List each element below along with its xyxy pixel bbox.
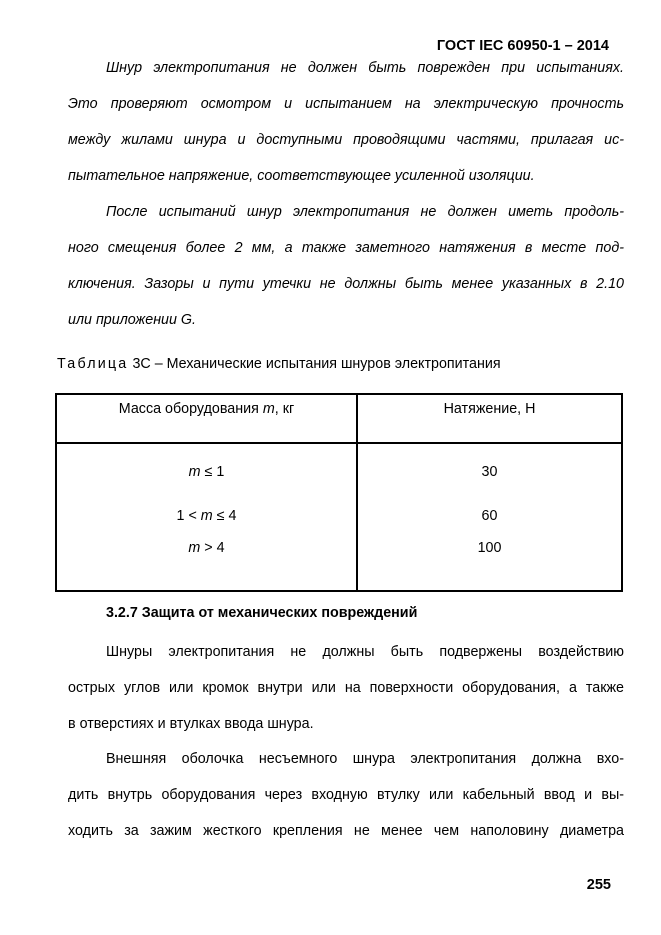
tension-cell: 30 xyxy=(357,443,622,494)
body-paragraph-3 xyxy=(68,634,624,742)
mass-cell: 1 < m ≤ 4 xyxy=(56,494,357,538)
paragraph-line: ного смещения более 2 мм, а также заметного натяжения в месте под- xyxy=(68,240,624,256)
column-header-mass: Масса оборудования m, кг xyxy=(56,394,357,443)
table-header-row xyxy=(56,394,622,443)
paragraph-line: Шнур электропитания не должен быть поврежден при испытаниях. xyxy=(106,60,624,76)
paragraph-line: ходить за зажим жесткого крепления не менее чем наполовину диаметра xyxy=(68,823,624,839)
paragraph-line: Это проверяют осмотром и испытанием на электрическую прочность xyxy=(68,96,624,112)
column-header-tension: Натяжение, Н xyxy=(357,394,622,443)
section-heading: 3.2.7 Защита от механических повреждений xyxy=(106,605,418,621)
paragraph-line: дить внутрь оборудования через входную втулку или кабельный ввод и вы- xyxy=(68,787,624,803)
paragraph-line: Внешняя оболочка несъемного шнура электропитания должна вхо- xyxy=(106,751,624,767)
table-row xyxy=(56,443,622,494)
paragraph-line: ключения. Зазоры и пути утечки не должны быть менее указанных в 2.10 xyxy=(68,276,624,292)
table-row xyxy=(56,538,622,591)
mechanical-test-table xyxy=(55,393,623,592)
table-caption xyxy=(57,356,501,372)
paragraph-line: Шнуры электропитания не должны быть подвержены воздействию xyxy=(106,644,624,660)
paragraph-line: пытательное напряжение, соответствующее усиленной изоляции. xyxy=(68,168,535,184)
body-paragraph-4 xyxy=(68,741,624,849)
paragraph-line: После испытаний шнур электропитания не должен иметь продоль- xyxy=(106,204,624,220)
paragraph-line: в отверстиях и втулках ввода шнура. xyxy=(68,716,314,732)
mass-cell: m ≤ 1 xyxy=(56,443,357,494)
paragraph-line: между жилами шнура и доступными проводящими частями, прилагая ис- xyxy=(68,132,624,148)
test-paragraph-1 xyxy=(68,50,624,194)
table-caption-text: 3С – Механические испытания шнуров электропитания xyxy=(128,356,501,372)
page-number: 255 xyxy=(586,877,611,893)
test-paragraph-2 xyxy=(68,194,624,338)
mass-cell: m > 4 xyxy=(56,538,357,591)
standard-header: ГОСТ IEC 60950-1 – 2014 xyxy=(436,38,609,54)
paragraph-line: острых углов или кромок внутри или на поверхности оборудования, а также xyxy=(68,680,624,696)
table-row xyxy=(56,494,622,538)
table-caption-prefix: Таблица xyxy=(57,356,129,372)
tension-cell: 100 xyxy=(357,538,622,591)
tension-cell: 60 xyxy=(357,494,622,538)
paragraph-line: или приложении G. xyxy=(68,312,197,328)
